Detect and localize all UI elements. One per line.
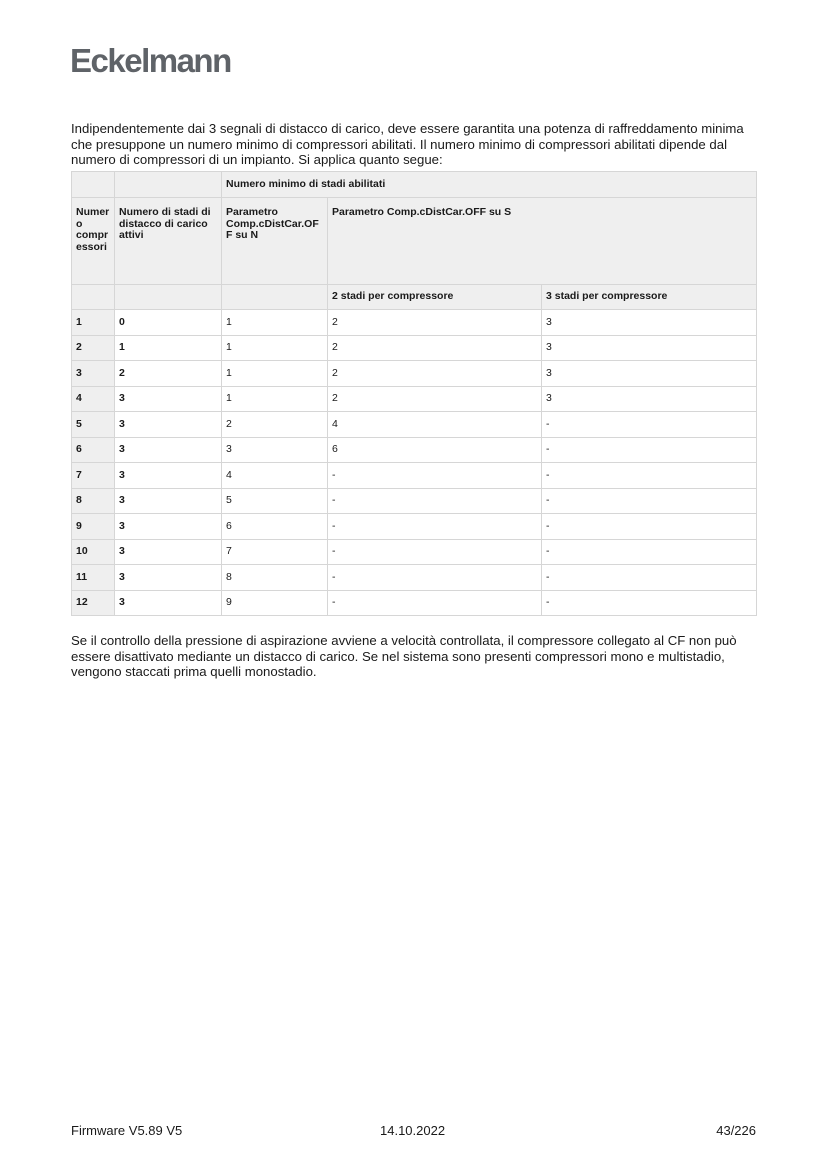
cell-param-n: 1 — [222, 386, 328, 412]
table-row — [72, 514, 757, 540]
header-param-s: Parametro Comp.cDistCar.OFF su S — [328, 198, 757, 285]
cell-param-n: 3 — [222, 437, 328, 463]
min-stages-table — [71, 171, 757, 616]
cell-3-stages: - — [542, 590, 757, 616]
cell-2-stages: - — [328, 514, 542, 540]
cell-2-stages: 2 — [328, 310, 542, 336]
cell-2-stages: 2 — [328, 335, 542, 361]
cell-3-stages: 3 — [542, 335, 757, 361]
cell-load-stages: 3 — [115, 514, 222, 540]
header-empty-cell — [222, 285, 328, 310]
table-row — [72, 565, 757, 591]
cell-param-n: 8 — [222, 565, 328, 591]
table-row — [72, 488, 757, 514]
cell-compressors: 1 — [72, 310, 115, 336]
cell-param-n: 1 — [222, 310, 328, 336]
table-header-row — [72, 285, 757, 310]
cell-3-stages: 3 — [542, 361, 757, 387]
cell-compressors: 6 — [72, 437, 115, 463]
table-row — [72, 412, 757, 438]
cell-3-stages: - — [542, 539, 757, 565]
table-row — [72, 361, 757, 387]
table-row — [72, 335, 757, 361]
cell-3-stages: - — [542, 463, 757, 489]
header-param-n: Parametro Comp.cDistCar.OF F su N — [222, 198, 328, 285]
cell-load-stages: 2 — [115, 361, 222, 387]
table-row — [72, 463, 757, 489]
header-compressors: Numer o compr essori — [72, 198, 115, 285]
table-row — [72, 539, 757, 565]
table-row — [72, 386, 757, 412]
header-2-stages: 2 stadi per compressore — [328, 285, 542, 310]
cell-load-stages: 3 — [115, 412, 222, 438]
cell-2-stages: - — [328, 463, 542, 489]
table-row — [72, 590, 757, 616]
cell-param-n: 4 — [222, 463, 328, 489]
cell-load-stages: 3 — [115, 488, 222, 514]
brand-logo: Eckelmann — [70, 42, 231, 79]
intro-paragraph: Indipendentemente dai 3 segnali di distacco di carico, deve essere garantita una potenza di raffreddamento minima che presuppone un numero minimo di compressori abilitati. Il numero minimo di compressori abilitati dipende dal numero di compressori di un impianto. Si applica quanto segue: — [71, 121, 744, 168]
cell-compressors: 8 — [72, 488, 115, 514]
cell-3-stages: 3 — [542, 310, 757, 336]
header-empty-cell — [72, 172, 115, 198]
cell-3-stages: 3 — [542, 386, 757, 412]
cell-3-stages: - — [542, 412, 757, 438]
cell-compressors: 11 — [72, 565, 115, 591]
header-load-shedding-stages: Numero di stadi di distacco di carico attivi — [115, 198, 222, 285]
cell-3-stages: - — [542, 514, 757, 540]
cell-load-stages: 3 — [115, 437, 222, 463]
cell-compressors: 12 — [72, 590, 115, 616]
cell-compressors: 9 — [72, 514, 115, 540]
cell-param-n: 2 — [222, 412, 328, 438]
cell-param-n: 6 — [222, 514, 328, 540]
header-empty-cell — [72, 285, 115, 310]
footer-date: 14.10.2022 — [380, 1123, 446, 1138]
group-header-cell: Numero minimo di stadi abilitati — [222, 172, 757, 198]
cell-compressors: 7 — [72, 463, 115, 489]
cell-load-stages: 3 — [115, 565, 222, 591]
header-empty-cell — [115, 285, 222, 310]
cell-compressors: 5 — [72, 412, 115, 438]
footer-firmware: Firmware V5.89 V5 — [71, 1123, 183, 1138]
cell-2-stages: 2 — [328, 386, 542, 412]
cell-3-stages: - — [542, 488, 757, 514]
table-row — [72, 310, 757, 336]
cell-compressors: 10 — [72, 539, 115, 565]
cell-param-n: 1 — [222, 335, 328, 361]
cell-load-stages: 3 — [115, 386, 222, 412]
cell-2-stages: 4 — [328, 412, 542, 438]
cell-2-stages: 6 — [328, 437, 542, 463]
cell-3-stages: - — [542, 565, 757, 591]
cell-compressors: 4 — [72, 386, 115, 412]
header-3-stages: 3 stadi per compressore — [542, 285, 757, 310]
cell-compressors: 2 — [72, 335, 115, 361]
cell-load-stages: 3 — [115, 539, 222, 565]
cell-2-stages: - — [328, 565, 542, 591]
cell-2-stages: 2 — [328, 361, 542, 387]
cell-param-n: 1 — [222, 361, 328, 387]
cell-param-n: 9 — [222, 590, 328, 616]
cell-2-stages: - — [328, 539, 542, 565]
table-row — [72, 437, 757, 463]
cell-3-stages: - — [542, 437, 757, 463]
footer-page-number: 43/226 — [716, 1123, 756, 1138]
cell-load-stages: 3 — [115, 463, 222, 489]
outro-paragraph: Se il controllo della pressione di aspirazione avviene a velocità controllata, il compressore collegato al CF non può essere disattivato mediante un distacco di carico. Se nel sistema sono presenti compressori mono e multistadio, vengono staccati prima quelli monostadio. — [71, 633, 737, 680]
cell-param-n: 5 — [222, 488, 328, 514]
cell-param-n: 7 — [222, 539, 328, 565]
table-header-row — [72, 198, 757, 285]
cell-compressors: 3 — [72, 361, 115, 387]
cell-load-stages: 1 — [115, 335, 222, 361]
cell-load-stages: 0 — [115, 310, 222, 336]
cell-2-stages: - — [328, 488, 542, 514]
cell-2-stages: - — [328, 590, 542, 616]
header-empty-cell — [115, 172, 222, 198]
cell-load-stages: 3 — [115, 590, 222, 616]
table-header-row — [72, 172, 757, 198]
